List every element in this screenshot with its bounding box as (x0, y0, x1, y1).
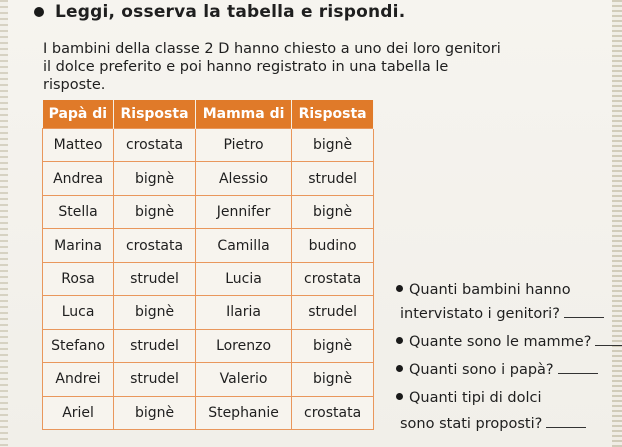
cell-mamma-answer: strudel (292, 162, 374, 195)
dessert-table (42, 100, 374, 430)
cell-papa-name: Marina (43, 229, 114, 262)
cell-mamma-answer: bignè (292, 195, 374, 228)
cell-mamma-name: Stephanie (195, 396, 291, 430)
cell-papa-answer: bignè (114, 195, 196, 228)
cell-papa-answer: crostata (114, 229, 196, 262)
cell-mamma-name: Valerio (195, 363, 291, 396)
question-1-cont (400, 306, 604, 322)
cell-mamma-name: Jennifer (195, 195, 291, 228)
question-4-line-1: Quanti tipi di dolci (409, 390, 542, 406)
question-3-line-1: Quanti sono i papà? (409, 362, 554, 378)
cell-papa-answer: strudel (114, 262, 196, 295)
cell-mamma-answer: bignè (292, 363, 374, 396)
cell-papa-name: Andrea (43, 162, 114, 195)
cell-mamma-name: Pietro (195, 129, 291, 162)
cell-mamma-name: Ilaria (195, 296, 291, 329)
question-2-line-1: Quante sono le mamme? (409, 334, 592, 350)
question-1-line-1: Quanti bambini hanno (409, 282, 571, 298)
table-row (43, 195, 374, 228)
header-mamma: Mamma di (195, 100, 291, 129)
question-2 (396, 334, 622, 350)
table-row (43, 229, 374, 262)
answer-blank[interactable] (558, 363, 598, 374)
question-bullet-icon (396, 285, 403, 292)
table-row (43, 129, 374, 162)
cell-papa-answer: crostata (114, 129, 196, 162)
cell-papa-name: Ariel (43, 396, 114, 430)
cell-papa-answer: strudel (114, 329, 196, 362)
table-header-row (43, 100, 374, 129)
cell-mamma-answer: strudel (292, 296, 374, 329)
cell-papa-name: Stefano (43, 329, 114, 362)
cell-mamma-answer: crostata (292, 262, 374, 295)
table-row (43, 363, 374, 396)
answer-blank[interactable] (546, 417, 586, 428)
question-4 (396, 390, 542, 406)
question-3 (396, 362, 598, 378)
cell-papa-name: Stella (43, 195, 114, 228)
header-papa: Papà di (43, 100, 114, 129)
heading-bullet-icon (34, 7, 44, 17)
question-4-cont (400, 416, 586, 432)
cell-papa-answer: strudel (114, 363, 196, 396)
cell-mamma-answer: bignè (292, 129, 374, 162)
question-bullet-icon (396, 393, 403, 400)
header-risposta-papa: Risposta (114, 100, 196, 129)
cell-mamma-answer: budino (292, 229, 374, 262)
cell-papa-answer: bignè (114, 396, 196, 430)
header-risposta-mamma: Risposta (292, 100, 374, 129)
exercise-intro (43, 40, 513, 94)
question-bullet-icon (396, 337, 403, 344)
cell-papa-name: Luca (43, 296, 114, 329)
page-binding-right (612, 0, 622, 447)
cell-papa-name: Andrei (43, 363, 114, 396)
answer-blank[interactable] (564, 307, 604, 318)
cell-mamma-name: Lucia (195, 262, 291, 295)
question-bullet-icon (396, 365, 403, 372)
question-1-line-2: intervistato i genitori? (400, 306, 560, 322)
answer-blank[interactable] (595, 335, 622, 346)
question-1 (396, 282, 571, 298)
cell-papa-answer: bignè (114, 162, 196, 195)
table-row (43, 329, 374, 362)
question-4-line-2: sono stati proposti? (400, 416, 543, 432)
page-binding-left (0, 0, 8, 447)
cell-mamma-answer: bignè (292, 329, 374, 362)
table-row (43, 396, 374, 430)
cell-mamma-answer: crostata (292, 396, 374, 430)
table-row (43, 296, 374, 329)
cell-mamma-name: Alessio (195, 162, 291, 195)
cell-papa-name: Matteo (43, 129, 114, 162)
exercise-heading: Leggi, osserva la tabella e rispondi. (55, 2, 406, 22)
intro-line-1: I bambini della classe 2 D hanno chiesto a uno dei loro genitori (43, 41, 501, 57)
table-row (43, 262, 374, 295)
cell-papa-name: Rosa (43, 262, 114, 295)
cell-mamma-name: Lorenzo (195, 329, 291, 362)
table-row (43, 162, 374, 195)
cell-mamma-name: Camilla (195, 229, 291, 262)
intro-line-2: il dolce preferito e poi hanno registrato in una tabella le risposte. (43, 59, 449, 93)
cell-papa-answer: bignè (114, 296, 196, 329)
table-body (43, 129, 374, 430)
